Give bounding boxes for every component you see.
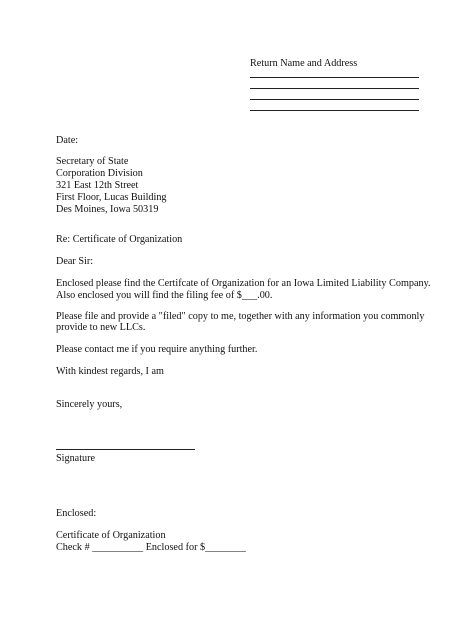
recipient-line-5: Des Moines, Iowa 50319: [56, 204, 159, 215]
recipient-line-2: Corporation Division: [56, 168, 143, 179]
paragraph-4: With kindest regards, I am: [56, 366, 164, 377]
return-address-line-1[interactable]: [250, 77, 419, 78]
enclosed-label: Enclosed:: [56, 508, 97, 519]
recipient-line-1: Secretary of State: [56, 156, 129, 167]
paragraph-1-line-1: Enclosed please find the Certifcate of Organization for an Iowa Limited Liability Company.: [56, 278, 431, 289]
paragraph-2-line-2: provide to new LLCs.: [56, 322, 146, 333]
signature-line[interactable]: [56, 449, 195, 450]
return-address-label: Return Name and Address: [250, 58, 358, 69]
paragraph-2-line-1: Please file and provide a "filed" copy to me, together with any information you commonly: [56, 311, 425, 322]
salutation: Dear Sir:: [56, 256, 94, 267]
return-address-line-3[interactable]: [250, 99, 419, 100]
paragraph-1-line-2: Also enclosed you will find the filing fee of $___.00.: [56, 290, 273, 301]
enclosed-item: Certificate of Organization: [56, 530, 166, 541]
signature-label: Signature: [56, 453, 96, 464]
enclosed-check-line: Check # __________ Enclosed for $________: [56, 542, 246, 553]
re-line: Re: Certificate of Organization: [56, 234, 183, 245]
recipient-line-3: 321 East 12th Street: [56, 180, 139, 191]
paragraph-3: Please contact me if you require anything further.: [56, 344, 258, 355]
return-address-line-4[interactable]: [250, 110, 419, 111]
date-label: Date:: [56, 135, 79, 146]
recipient-line-4: First Floor, Lucas Building: [56, 192, 167, 203]
return-address-line-2[interactable]: [250, 88, 419, 89]
closing: Sincerely yours,: [56, 399, 123, 410]
